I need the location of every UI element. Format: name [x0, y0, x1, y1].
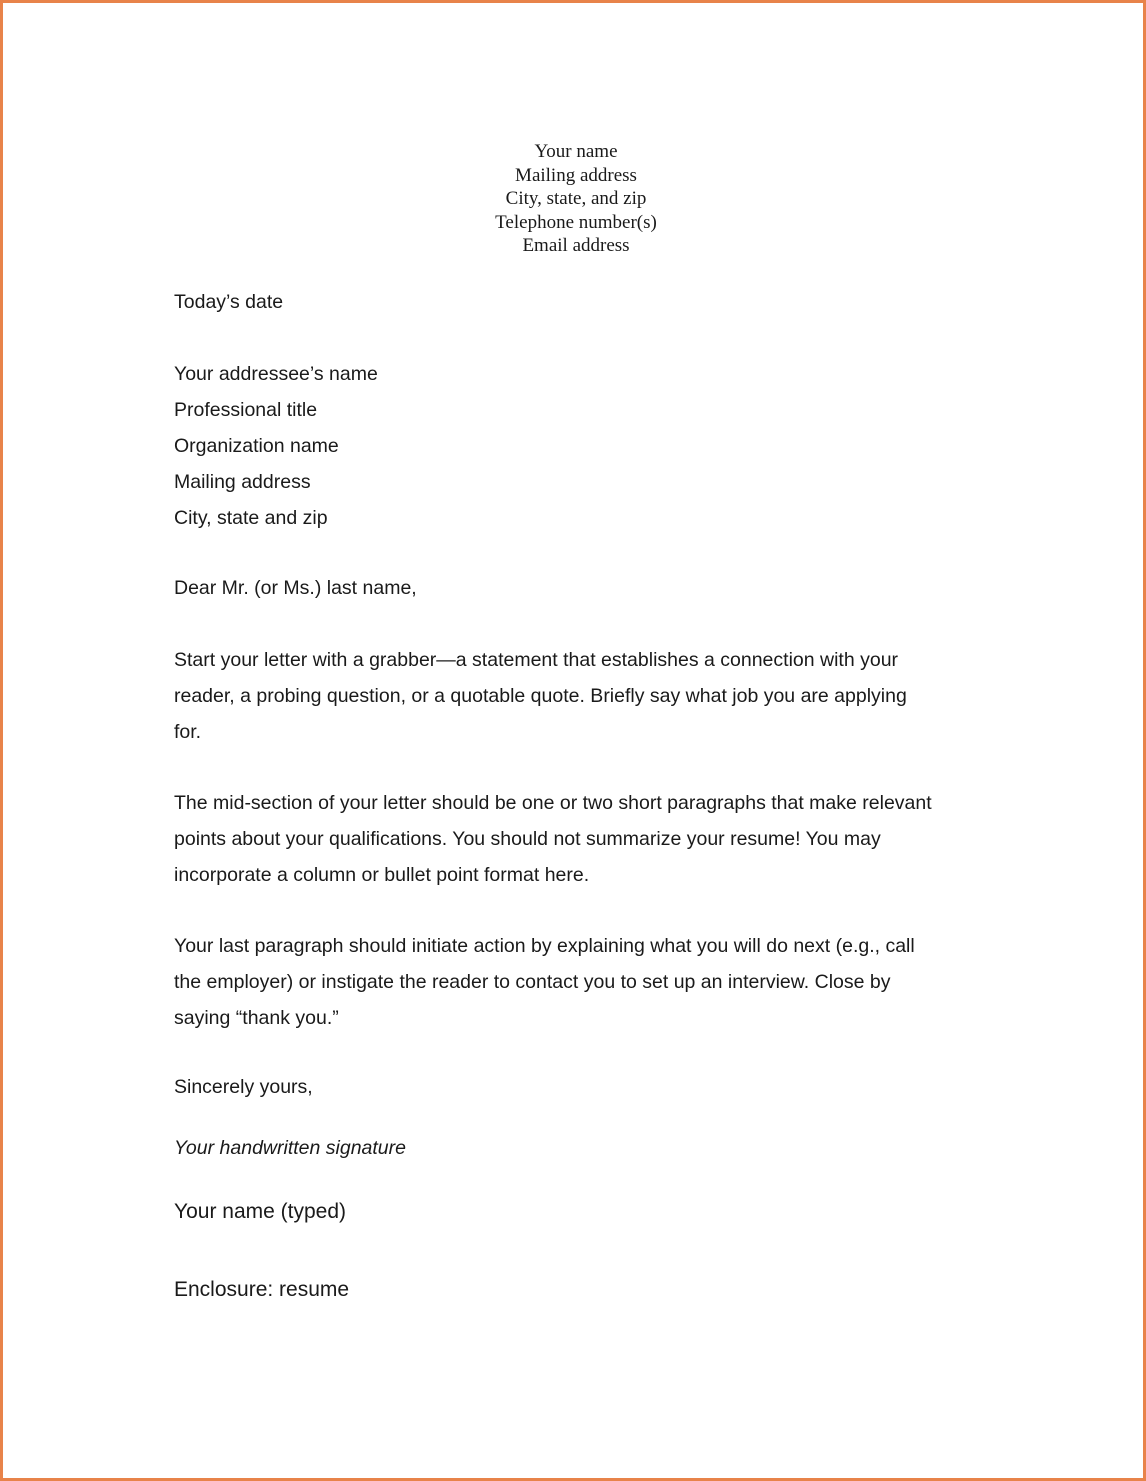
recipient-name: Your addressee’s name [174, 363, 378, 385]
typed-name: Your name (typed) [174, 1200, 346, 1223]
recipient-mailing-address: Mailing address [174, 471, 311, 493]
sender-block [3, 140, 1146, 258]
paragraph-line: Start your letter with a grabber—a statement that establishes a connection with your [174, 649, 899, 671]
salutation: Dear Mr. (or Ms.) last name, [174, 577, 417, 599]
sender-city-state-zip: City, state, and zip [505, 188, 647, 209]
paragraph-line: Your last paragraph should initiate action by explaining what you will do next (e.g., call [174, 935, 915, 957]
paragraph-line: incorporate a column or bullet point format here. [174, 864, 590, 886]
enclosure-line: Enclosure: resume [174, 1278, 350, 1301]
letter-date: Today’s date [174, 291, 284, 313]
sender-name: Your name [534, 141, 618, 162]
paragraph-line: The mid-section of your letter should be one or two short paragraphs that make relevant [174, 792, 932, 814]
paragraph-closing [174, 928, 915, 1036]
recipient-city-state-zip: City, state and zip [174, 507, 328, 529]
paragraph-line: points about your qualifications. You should not summarize your resume! You may [174, 828, 881, 850]
sender-mailing-address: Mailing address [515, 164, 637, 186]
recipient-title: Professional title [174, 399, 318, 421]
recipient-block [174, 356, 378, 536]
sender-email: Email address [522, 235, 630, 256]
signature-placeholder: Your handwritten signature [174, 1137, 406, 1159]
paragraph-line: saying “thank you.” [174, 1007, 339, 1029]
paragraph-opening [174, 642, 907, 750]
sender-telephone: Telephone number(s) [495, 211, 657, 233]
paragraph-line: for. [174, 721, 202, 743]
paragraph-line: reader, a probing question, or a quotable quote. Briefly say what job you are applying [174, 685, 907, 707]
recipient-organization: Organization name [174, 435, 339, 457]
closing-phrase: Sincerely yours, [174, 1076, 313, 1098]
paragraph-middle [174, 785, 932, 893]
paragraph-line: the employer) or instigate the reader to contact you to set up an interview. Close by [174, 971, 891, 993]
